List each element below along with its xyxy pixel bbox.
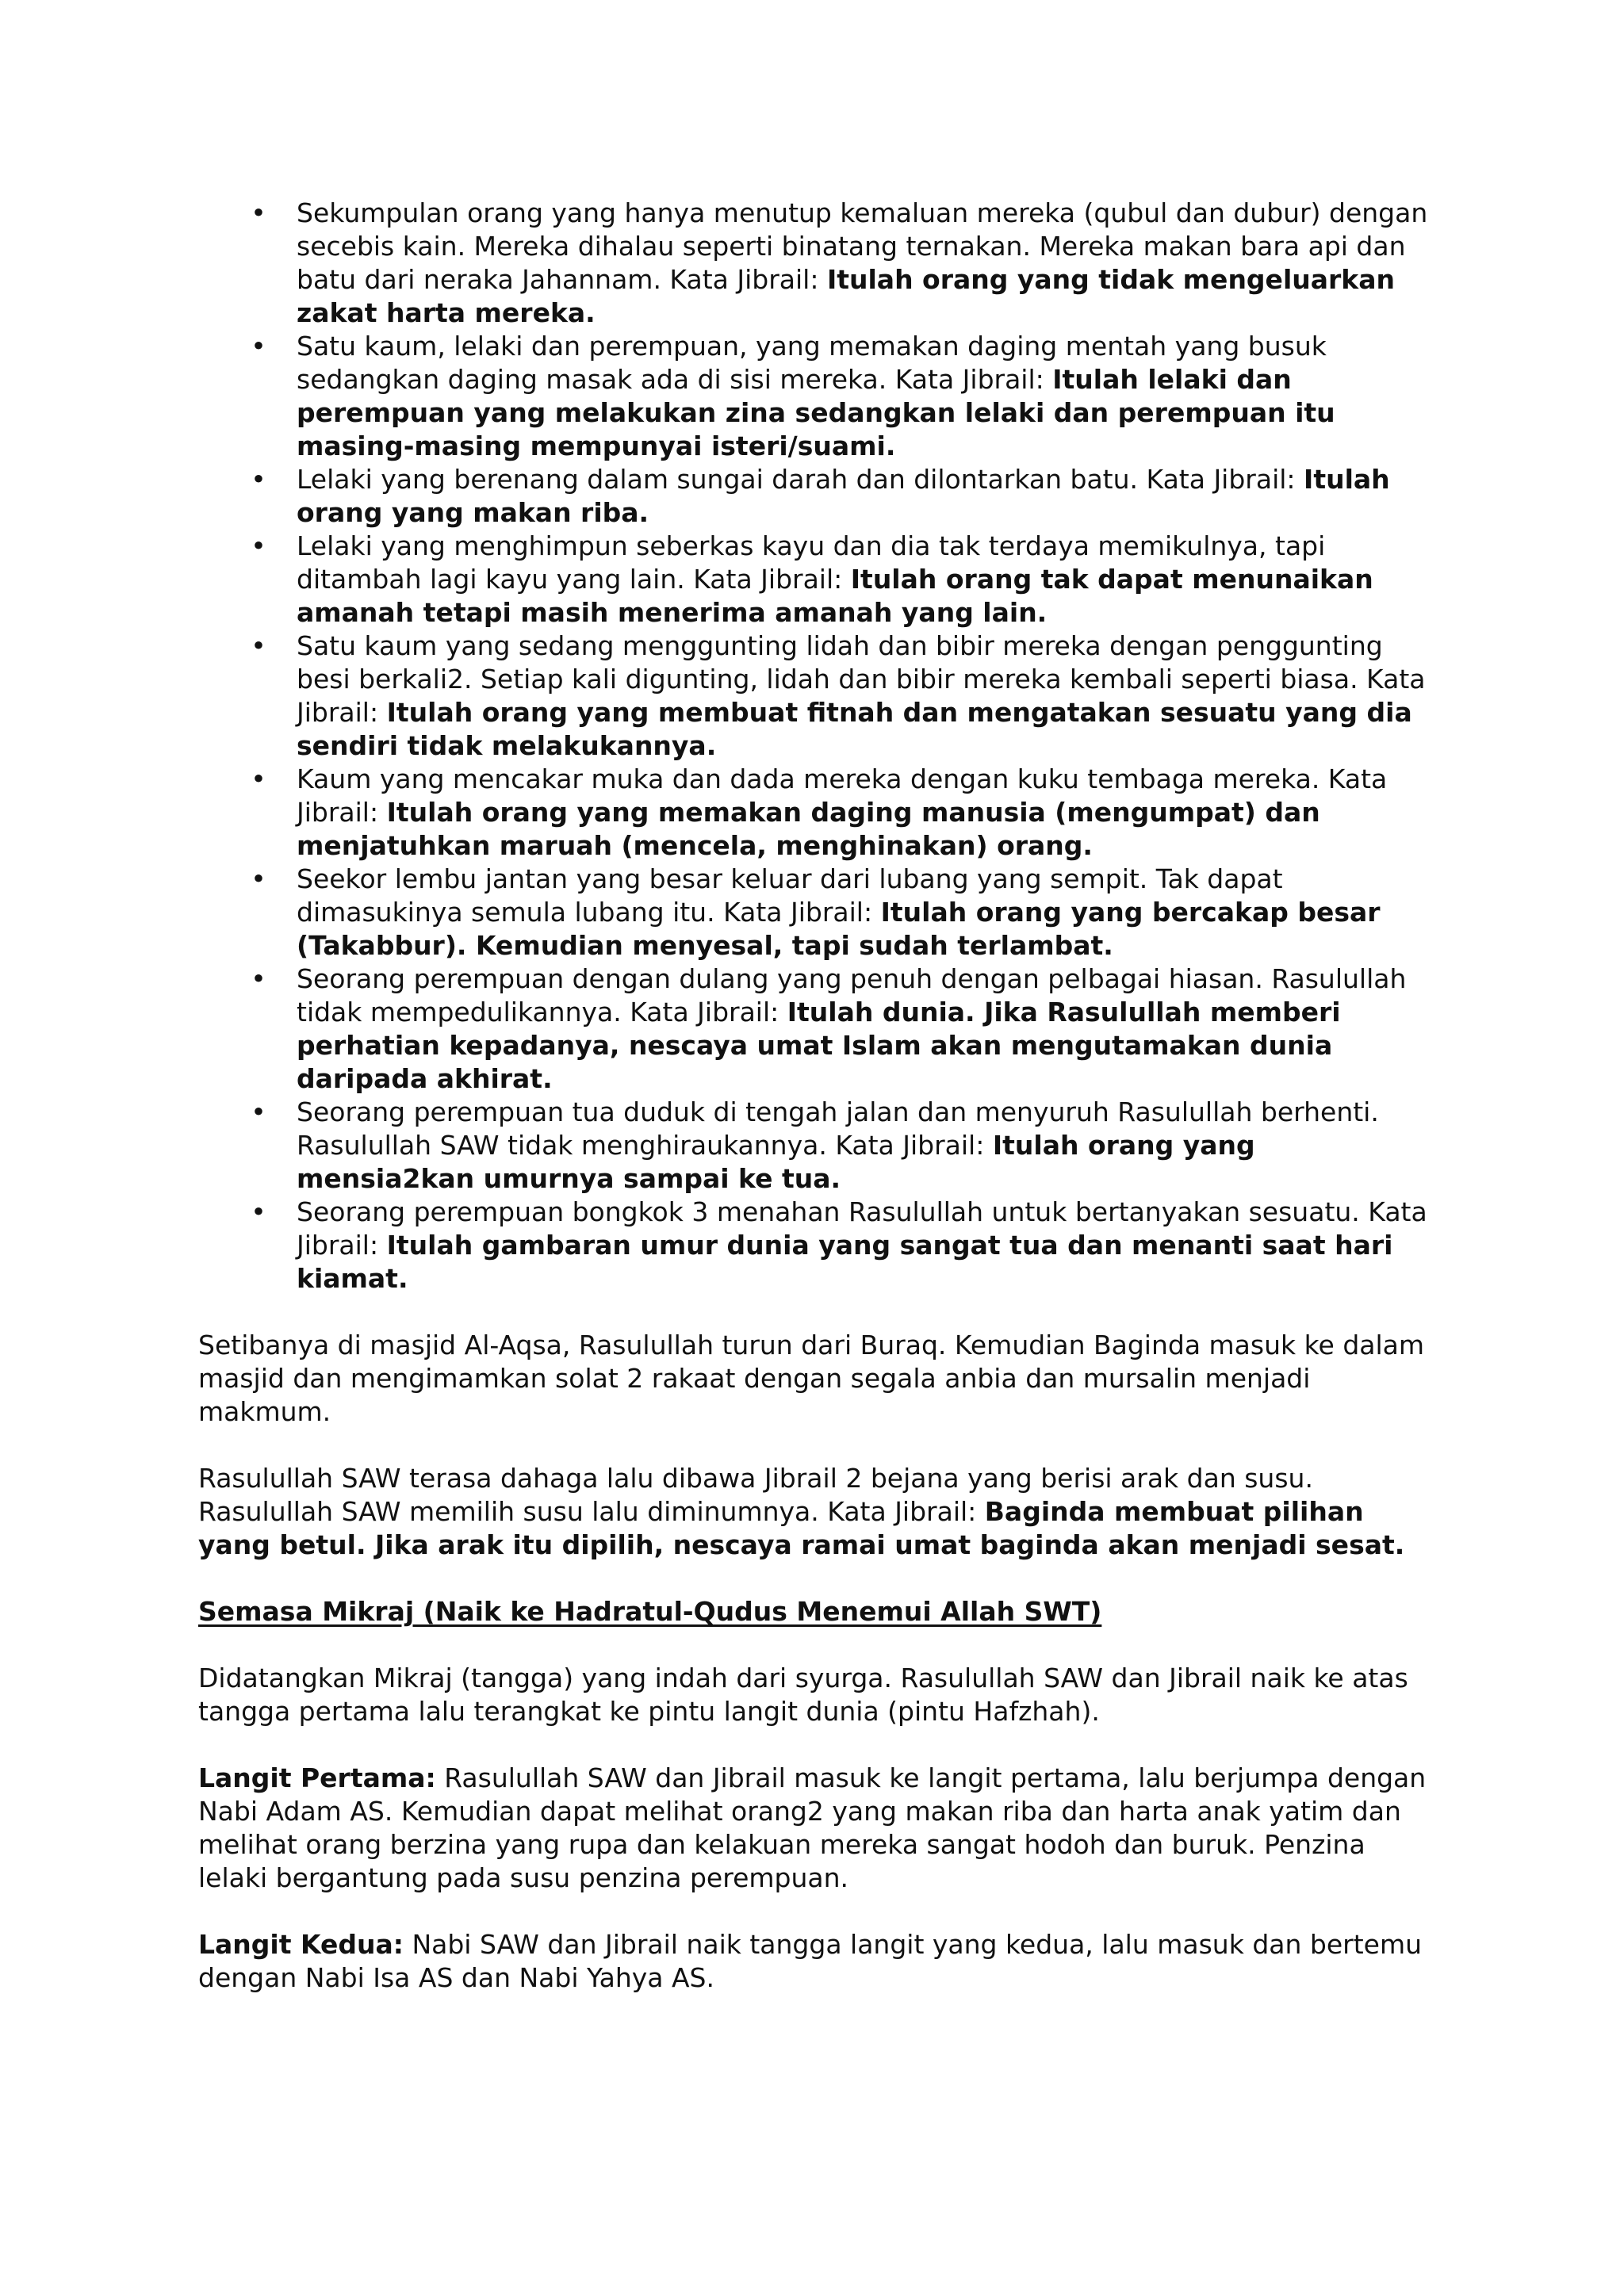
item-bold-text: Itulah orang yang mensia2kan umurnya sampai ke tua. — [297, 1130, 1255, 1194]
item-text: Seorang perempuan tua duduk di tengah jalan dan menyuruh Rasulullah berhenti. Rasulullah SAW tidak menghiraukannya. Kata Jibrail: — [297, 1096, 1379, 1161]
list-item — [198, 330, 1435, 463]
paragraph-aqsa: Setibanya di masjid Al-Aqsa, Rasulullah turun dari Buraq. Kemudian Baginda masuk ke dalam masjid dan mengimamkan solat 2 rakaat dengan segala anbia dan mursalin menjadi makmum. — [198, 1330, 1425, 1427]
item-bold-text: Itulah dunia. Jika Rasulullah memberi perhatian kepadanya, nescaya umat Islam akan mengutamakan dunia daripada akhirat. — [297, 997, 1341, 1094]
item-text: Lelaki yang menghimpun seberkas kayu dan dia tak terdaya memikulnya, tapi ditambah lagi kayu yang lain. Kata Jibrail: — [297, 530, 1326, 595]
item-bold-text: Itulah orang yang memakan daging manusia (mengumpat) dan menjatuhkan maruah (mencela, menghinakan) orang. — [297, 797, 1320, 861]
paragraph-text: Rasulullah SAW dan Jibrail masuk ke langit pertama, lalu berjumpa dengan Nabi Adam AS. Kemudian dapat melihat orang2 yang makan riba dan harta anak yatim dan melihat orang berzina yang rupa dan kelakuan mereka sangat hodoh dan buruk. Penzina lelaki bergantung pada susu penzina perempuan. — [198, 1762, 1427, 1893]
bullet-icon: • — [251, 331, 266, 362]
item-bold-text: Itulah gambaran umur dunia yang sangat tua dan menanti saat hari kiamat. — [297, 1230, 1393, 1294]
paragraph-langit-kedua — [198, 1928, 1435, 1995]
paragraph-dahaga — [198, 1462, 1435, 1562]
paragraph-langit-pertama — [198, 1762, 1435, 1895]
item-text: Sekumpulan orang yang hanya menutup kemaluan mereka (qubul dan dubur) dengan secebis kain. Mereka dihalau seperti binatang ternakan. Mereka makan bara api dan batu dari neraka Jahannam. Kata Jibrail: — [297, 197, 1428, 295]
paragraph-text: Rasulullah SAW terasa dahaga lalu dibawa Jibrail 2 bejana yang berisi arak dan susu. Rasulullah SAW memilih susu lalu diminumnya. Kata Jibrail: — [198, 1463, 1313, 1527]
paragraph-label: Langit Pertama: — [198, 1762, 436, 1793]
bullet-icon: • — [251, 1196, 266, 1227]
paragraph-bold-text: Baginda membuat pilihan yang betul. Jika arak itu dipilih, nescaya ramai umat baginda akan menjadi sesat. — [198, 1496, 1405, 1560]
list-item — [198, 863, 1435, 962]
item-text: Satu kaum yang sedang menggunting lidah dan bibir mereka dengan penggunting besi berkali2. Setiap kali digunting, lidah dan bibir mereka kembali seperti biasa. Kata Jibrail: — [297, 630, 1426, 728]
list-item — [198, 530, 1435, 629]
item-bold-text: Itulah orang yang bercakap besar (Takabbur). Kemudian menyesal, tapi sudah terlambat. — [297, 897, 1381, 961]
item-text: Seorang perempuan dengan dulang yang penuh dengan pelbagai hiasan. Rasulullah tidak mempedulikannya. Kata Jibrail: — [297, 963, 1407, 1027]
item-bold-text: Itulah lelaki dan perempuan yang melakukan zina sedangkan lelaki dan perempuan itu masing-masing mempunyai isteri/suami. — [297, 364, 1335, 461]
bullet-icon: • — [251, 963, 266, 994]
paragraph-mikraj: Didatangkan Mikraj (tangga) yang indah dari syurga. Rasulullah SAW dan Jibrail naik ke atas tangga pertama lalu terangkat ke pintu langit dunia (pintu Hafzhah). — [198, 1663, 1408, 1727]
item-bold-text: Itulah orang yang membuat fitnah dan mengatakan sesuatu yang dia sendiri tidak melakukannya. — [297, 697, 1412, 761]
list-item — [198, 197, 1435, 330]
item-text: Kaum yang mencakar muka dan dada mereka dengan kuku tembaga mereka. Kata Jibrail: — [297, 763, 1388, 828]
bullet-icon: • — [251, 763, 266, 794]
list-item — [198, 629, 1435, 763]
list-item — [198, 962, 1435, 1096]
list-item — [198, 1196, 1435, 1295]
document-page — [198, 197, 1435, 1995]
item-text: Seorang perempuan bongkok 3 menahan Rasulullah untuk bertanyakan sesuatu. Kata Jibrail: — [297, 1196, 1427, 1261]
item-bold-text: Itulah orang yang tidak mengeluarkan zakat harta mereka. — [297, 264, 1395, 328]
paragraph-text: Nabi SAW dan Jibrail naik tangga langit yang kedua, lalu masuk dan bertemu dengan Nabi Isa AS dan Nabi Yahya AS. — [198, 1929, 1423, 1993]
item-text: Lelaki yang berenang dalam sungai darah dan dilontarkan batu. Kata Jibrail: — [297, 464, 1304, 495]
item-text: Satu kaum, lelaki dan perempuan, yang memakan daging mentah yang busuk sedangkan daging masak ada di sisi mereka. Kata Jibrail: — [297, 331, 1327, 395]
bullet-icon: • — [251, 1096, 266, 1127]
item-bold-text: Itulah orang tak dapat menunaikan amanah tetapi masih menerima amanah yang lain. — [297, 564, 1373, 628]
bullet-icon: • — [251, 197, 266, 228]
paragraph-label: Langit Kedua: — [198, 1929, 404, 1960]
bullet-icon: • — [251, 630, 266, 661]
bullet-icon: • — [251, 863, 266, 894]
list-item — [198, 463, 1435, 530]
list-item — [198, 763, 1435, 863]
list-item — [198, 1096, 1435, 1196]
event-list — [198, 197, 1435, 1295]
bullet-icon: • — [251, 530, 266, 561]
bullet-icon: • — [251, 464, 266, 495]
item-bold-text: Itulah orang yang makan riba. — [297, 464, 1390, 528]
section-heading: Semasa Mikraj (Naik ke Hadratul-Qudus Menemui Allah SWT) — [198, 1596, 1102, 1627]
item-text: Seekor lembu jantan yang besar keluar dari lubang yang sempit. Tak dapat dimasukinya semula lubang itu. Kata Jibrail: — [297, 863, 1283, 928]
